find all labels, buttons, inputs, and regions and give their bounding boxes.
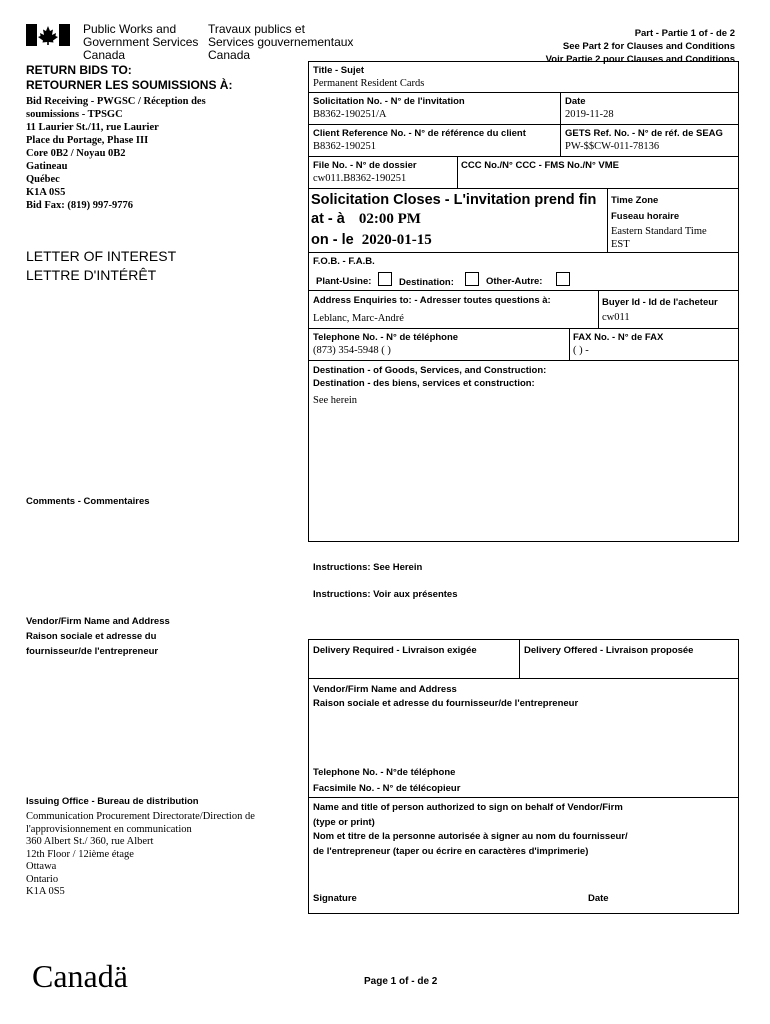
signature-label: Signature (313, 893, 357, 904)
destination-label: Destination: (399, 277, 454, 288)
vendor-telephone-label: Telephone No. - N°de téléphone (313, 767, 456, 778)
buyer-label: Buyer Id - Id de l'acheteur (602, 297, 718, 308)
title-value: Permanent Resident Cards (313, 78, 425, 89)
address-enquiries-value: Leblanc, Marc-André (313, 313, 404, 324)
comments-label: Comments - Commentaires (26, 496, 150, 507)
plant-label: Plant-Usine: (316, 276, 372, 287)
authorized-person-label: Name and title of person authorized to sign on behalf of Vendor/Firm (type or print) Nom et titre de la personne autorisée à signer au nom du fournisseur/ de l'entrepreneur (taper ou écrire en caractères d'imprimerie) (313, 802, 628, 857)
date-label: Date (565, 96, 586, 107)
plant-checkbox[interactable] (378, 272, 392, 286)
gets-label: GETS Ref. No. - N° de réf. de SEAG (565, 128, 723, 139)
date-value: 2019-11-28 (565, 109, 614, 120)
instructions-fr: Instructions: Voir aux présentes (313, 589, 458, 600)
delivery-required-label: Delivery Required - Livraison exigée (313, 645, 477, 656)
issuing-office-address: Communication Procurement Directorate/Direction de l'approvisionnement en communication 360 Albert St./ 360, rue Albert 12th Floor / 12ième étage Ottawa Ontario K1A 0S5 (26, 811, 255, 897)
other-label: Other-Autre: (486, 276, 543, 287)
vendor-fax-label: Facsimile No. - N° de télécopieur (313, 783, 461, 794)
issuing-office-label: Issuing Office - Bureau de distribution (26, 796, 199, 807)
client-ref-value: B8362-190251 (313, 141, 376, 152)
fax-label: FAX No. - N° de FAX (573, 332, 664, 343)
closes-label: Solicitation Closes - L'invitation prend fin (311, 192, 597, 208)
title-label: Title - Sujet (313, 65, 365, 76)
delivery-offered-label: Delivery Offered - Livraison proposée (524, 645, 694, 656)
destination-goods-value: See herein (313, 395, 358, 406)
other-checkbox[interactable] (556, 272, 570, 286)
canada-flag-logo (26, 24, 70, 46)
address-enquiries-label: Address Enquiries to: - Adresser toutes questions à: (313, 295, 551, 306)
closes-date: on - le 2020-01-15 (311, 232, 432, 248)
vendor-label-left: Vendor/Firm Name and Address Raison sociale et adresse du fournisseur/de l'entrepreneur (26, 616, 170, 657)
ccc-label: CCC No./N° CCC - FMS No./N° VME (461, 160, 620, 171)
gets-value: PW-$$CW-011-78136 (565, 141, 660, 152)
fax-value: ( ) - (573, 345, 589, 356)
page-number: Page 1 of - de 2 (364, 976, 438, 987)
destination-goods-label: Destination - of Goods, Services, and Construction: Destination - des biens, services et construction: (313, 365, 547, 389)
buyer-value: cw011 (602, 312, 630, 323)
closes-time: at - à 02:00 PM (311, 211, 421, 227)
client-ref-label: Client Reference No. - N° de référence du client (313, 128, 526, 139)
telephone-value: (873) 354-5948 ( ) (313, 345, 391, 356)
dept-name-en: Public Works and Government Services Canada (83, 22, 199, 62)
solicitation-value: B8362-190251/A (313, 109, 387, 120)
timezone-label: Time Zone Fuseau horaire (611, 195, 680, 222)
letter-of-interest-title: LETTER OF INTEREST LETTRE D'INTÉRÊT (26, 248, 177, 283)
return-bids-title: RETURN BIDS TO: RETOURNER LES SOUMISSIONS À: (26, 63, 233, 92)
solicitation-label: Solicitation No. - N° de l'invitation (313, 96, 465, 107)
signature-date-label: Date (588, 893, 609, 904)
timezone-value: Eastern Standard Time EST (611, 226, 707, 250)
telephone-label: Telephone No. - N° de téléphone (313, 332, 459, 343)
file-value: cw011.B8362-190251 (313, 173, 407, 184)
return-bids-address: Bid Receiving - PWGSC / Réception des soumissions - TPSGC 11 Laurier St./11, rue Laurier Place du Portage, Phase III Core 0B2 / Noyau 0B2 Gatineau Québec K1A 0S5 Bid Fax: (819) 997-9776 (26, 96, 206, 211)
dept-name-fr: Travaux publics et Services gouvernementaux Canada (208, 22, 354, 62)
fob-label: F.O.B. - F.A.B. (313, 256, 375, 267)
file-label: File No. - N° de dossier (313, 160, 417, 171)
destination-checkbox[interactable] (465, 272, 479, 286)
vendor-firm-label: Vendor/Firm Name and Address Raison sociale et adresse du fournisseur/de l'entrepreneur (313, 684, 579, 709)
canada-wordmark: Canadä (32, 958, 128, 994)
maple-leaf-icon (26, 24, 70, 46)
instructions-en: Instructions: See Herein (313, 562, 423, 573)
part-indicator: Part - Partie 1 of - de 2 See Part 2 for Clauses and Conditions Voir Partie 2 pour Clauses and Conditions (545, 28, 735, 65)
